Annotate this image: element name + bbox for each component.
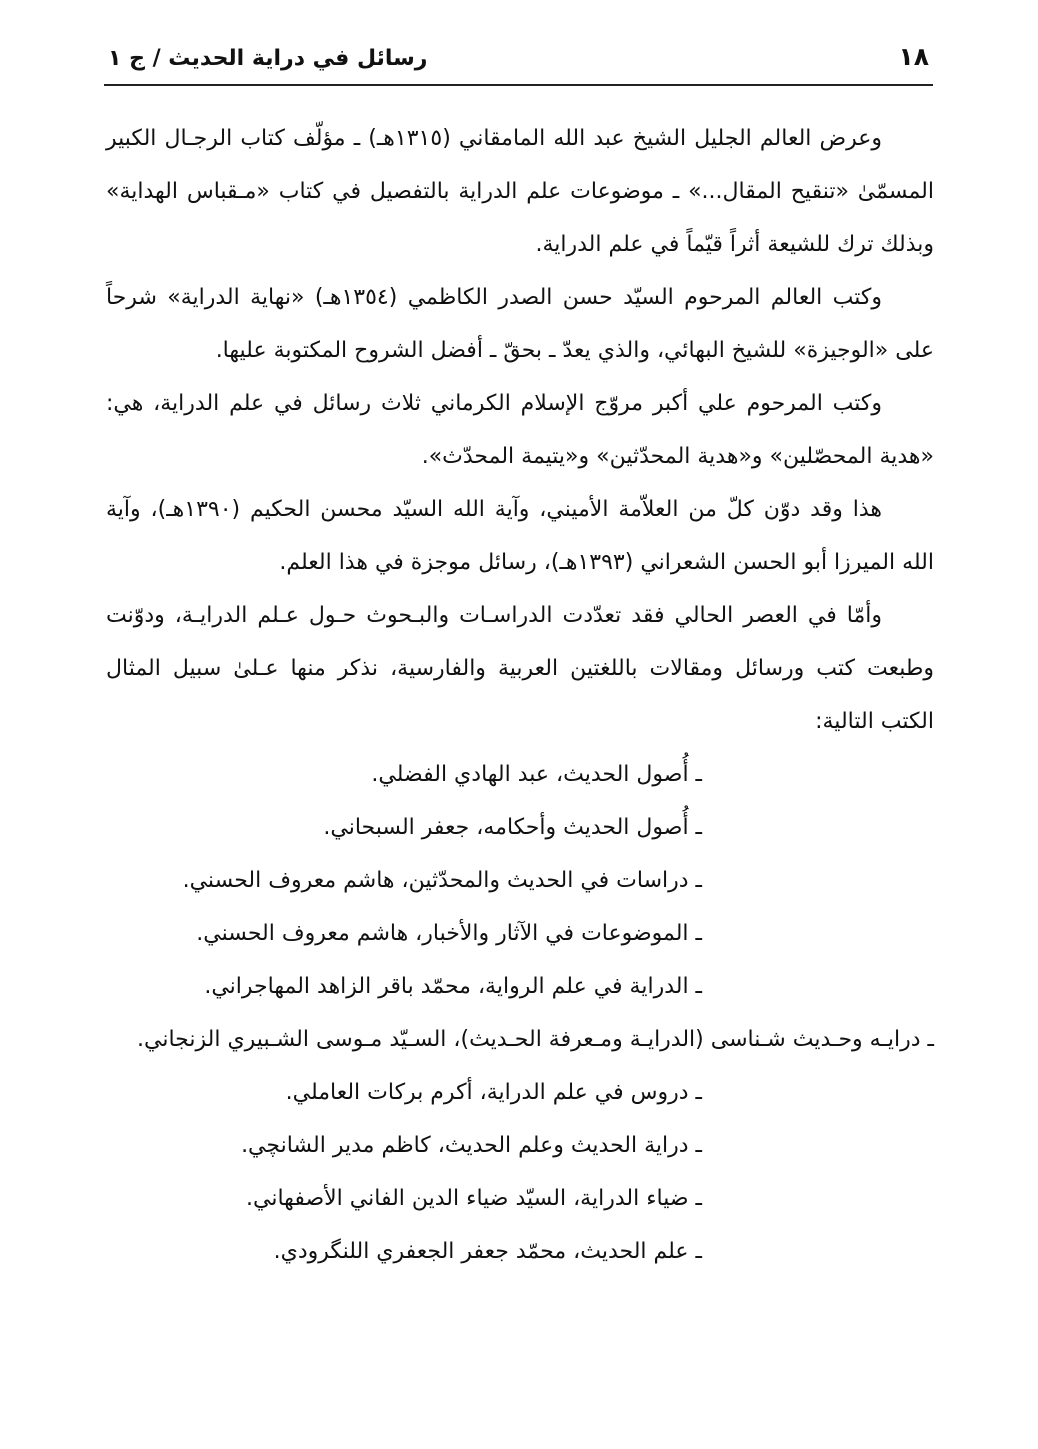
book-list-item: ـ أُصول الحديث، عبد الهادي الفضلي. <box>371 762 702 787</box>
running-title: رسائل في دراية الحديث / ج ١ <box>108 46 428 71</box>
book-list-item: ـ درايـه وحـديث شـناسى (الدرايـة ومـعرفة الحـديث)، السـيّد مـوسى الشـبيري الزنجاني. <box>137 1027 934 1052</box>
book-list-item: ـ دروس في علم الدراية، أكرم بركات العاملي. <box>285 1080 702 1105</box>
paragraph-sadr: وكتب العالم المرحوم السيّد حسن الصدر الكاظمي (١٣٥٤هـ) «نهاية الدراية» شرحاً على «الوجيزة» للشيخ البهائي، والذي يعدّ ـ بحقّ ـ أفضل الشروح المكتوبة عليها. <box>106 285 934 363</box>
book-list <box>106 748 934 1278</box>
book-list-item: ـ ضياء الدراية، السيّد ضياء الدين الفاني الأصفهاني. <box>246 1186 702 1211</box>
book-list-item: ـ الموضوعات في الآثار والأخبار، هاشم معروف الحسني. <box>196 921 702 946</box>
book-list-item: ـ الدراية في علم الرواية، محمّد باقر الزاهد المهاجراني. <box>204 974 702 999</box>
paragraph-modern-era: وأمّا في العصر الحالي فقد تعدّدت الدراسـات والبـحوث حـول عـلم الدرايـة، ودوّنت وطبعت كتب ورسائل ومقالات باللغتين العربية والفارسية، نذكر منها عـلىٰ سبيل المثال الكتب التالية: <box>106 603 934 734</box>
paragraph-kermani: وكتب المرحوم علي أكبر مروّج الإسلام الكرماني ثلاث رسائل في علم الدراية، هي: «هدية المحصّلين» و«هدية المحدّثين» و«يتيمة المحدّث». <box>106 391 934 469</box>
page-header <box>104 36 933 86</box>
book-list-item: ـ علم الحديث، محمّد جعفر الجعفري اللنگرودي. <box>273 1239 702 1264</box>
paragraph-amini-hakim: هذا وقد دوّن كلّ من العلاّمة الأميني، وآية الله السيّد محسن الحكيم (١٣٩٠هـ)، وآية الله الميرزا أبو الحسن الشعراني (١٣٩٣هـ)، رسائل موجزة في هذا العلم. <box>106 497 934 575</box>
book-list-item: ـ دراية الحديث وعلم الحديث، كاظم مدير الشانچي. <box>241 1133 702 1158</box>
page-number: ١٨ <box>898 42 929 71</box>
paragraph-mamaqani: وعرض العالم الجليل الشيخ عبد الله المامقاني (١٣١٥هـ) ـ مؤلّف كتاب الرجـال الكبير المسمّىٰ «تنقيح المقال...» ـ موضوعات علم الدراية بالتفصيل في كتاب «مـقباس الهداية» وبذلك ترك للشيعة أثراً قيّماً في علم الدراية. <box>106 126 934 257</box>
book-list-item: ـ أُصول الحديث وأحكامه، جعفر السبحاني. <box>323 815 702 840</box>
book-list-item: ـ دراسات في الحديث والمحدّثين، هاشم معروف الحسني. <box>182 868 702 893</box>
body-text <box>106 112 934 1278</box>
